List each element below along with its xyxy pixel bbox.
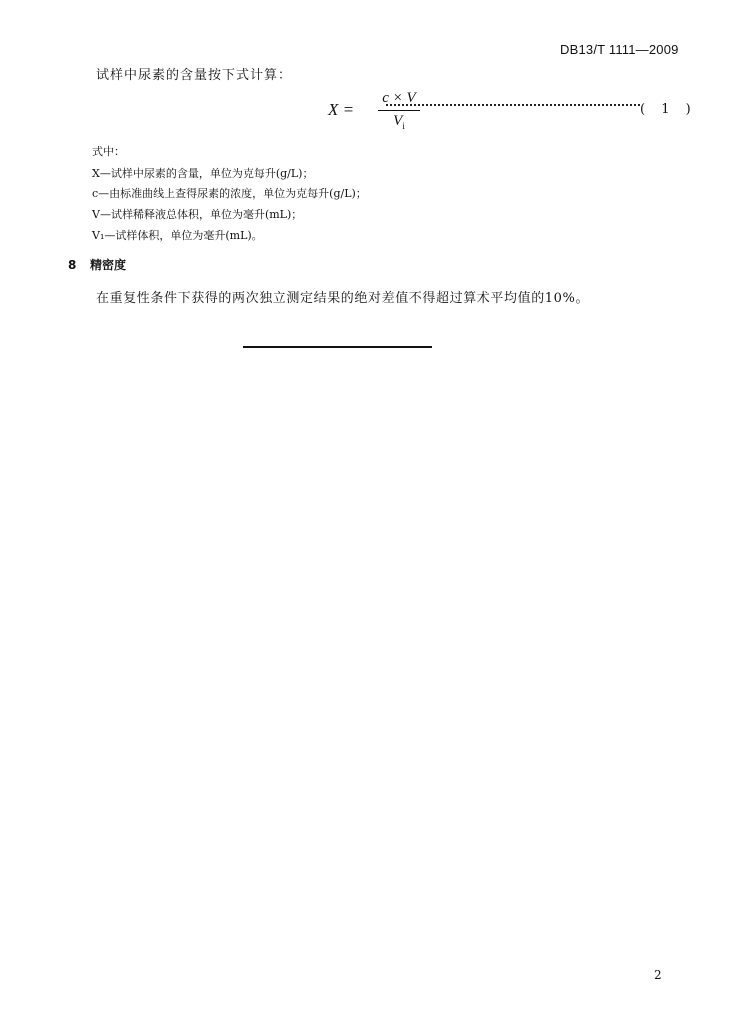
section-number: 8 [68, 258, 77, 272]
precision-paragraph: 在重复性条件下获得的两次独立测定结果的绝对差值不得超过算术平均值的10%。 [96, 291, 590, 306]
section-heading [68, 256, 126, 273]
formula-fraction [378, 90, 420, 131]
denominator-subscript: i [402, 121, 405, 131]
page-number: 2 [654, 968, 662, 982]
fraction-bar [378, 110, 420, 111]
where-item-v1: V₁—试样体积，单位为毫升(mL)。 [92, 229, 263, 242]
where-heading: 式中： [92, 145, 125, 158]
formula-denominator [378, 113, 420, 131]
section-title: 精密度 [90, 258, 127, 272]
formula-block [328, 90, 697, 138]
document-code-header: DB13/T 1111—2009 [560, 42, 679, 57]
dot-leader [386, 104, 640, 106]
formula-number: ( 1 ) [640, 102, 697, 117]
formula-intro-text: 试样中尿素的含量按下式计算： [96, 68, 293, 83]
formula-numerator: c × V [382, 90, 416, 106]
where-item-c: c—由标准曲线上查得尿素的浓度，单位为克每升(g/L)； [92, 187, 367, 200]
denominator-variable: V [393, 113, 403, 129]
where-item-x: X—试样中尿素的含量，单位为克每升(g/L)； [92, 167, 314, 180]
where-item-v: V—试样稀释液总体积，单位为毫升(mL)； [92, 208, 303, 221]
end-rule [243, 346, 432, 348]
formula-lhs: X = [328, 100, 355, 119]
